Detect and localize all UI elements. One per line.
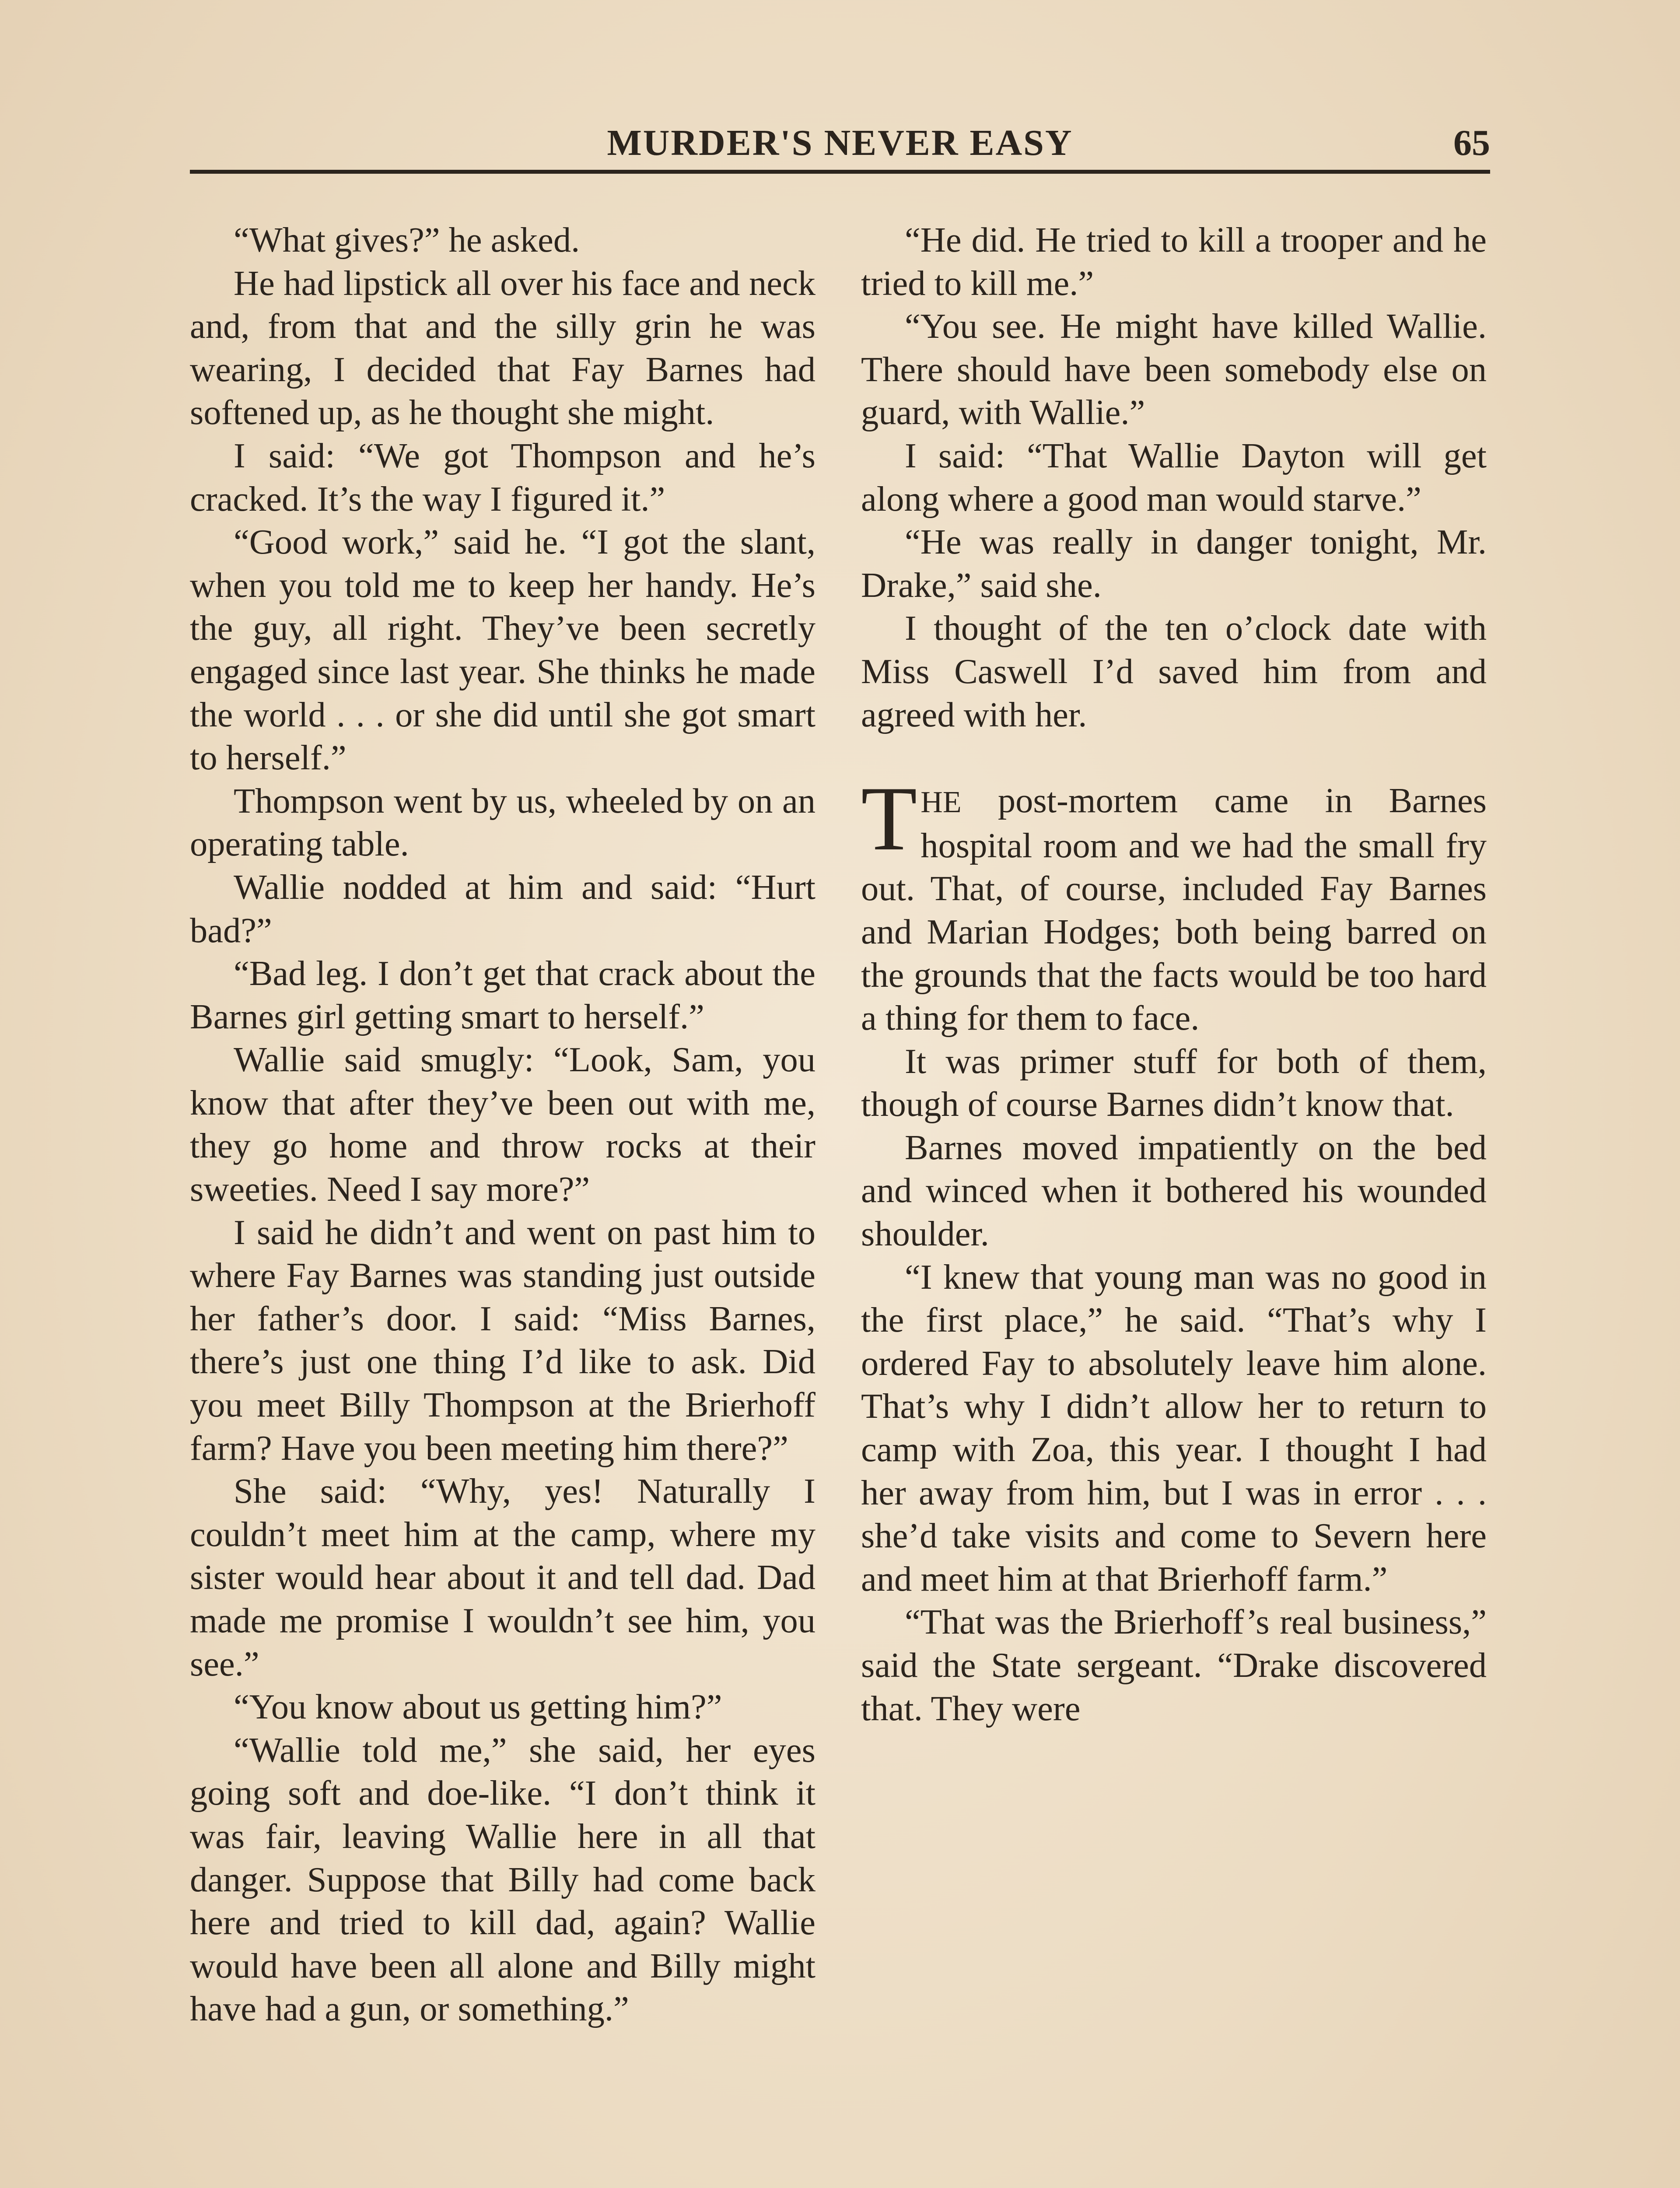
page-header <box>190 119 1490 167</box>
paragraph: “You know about us getting him?” <box>234 1687 722 1727</box>
paragraph: Barnes moved impatiently on the bed and winced when it bothered his wounded shoulder. <box>861 1128 1487 1254</box>
paragraph: “Wallie told me,” she said, her eyes going soft and doe-like. “I don’t think it was fair, leaving Wallie here in all that danger. Suppose that Billy had come back here and tried to kill dad, again? Wallie would have been all alone and Billy might have had a gun, or something.” <box>190 1730 816 2029</box>
paragraph: “I knew that young man was no good in the first place,” he said. “That’s why I ordered Fay to absolutely leave him alone. That’s why I didn’t allow her to return to camp with Zoa, this year. I thought I had her away from him, but I was in error . . . she’d take visits and come to Severn here and meet him at that Brierhoff farm.” <box>861 1257 1487 1599</box>
paragraph: “What gives?” he asked. <box>234 221 580 259</box>
paragraph: I said he didn’t and went on past him to where Fay Barnes was standing just outside her father’s door. I said: “Miss Barnes, there’s just one thing I’d like to ask. Did you meet Billy Thompson at the Brierhoff farm? Have you been meeting him there?” <box>190 1213 816 1468</box>
paragraph: “He was really in danger tonight, Mr. Drake,” said she. <box>861 522 1487 605</box>
paragraph: She said: “Why, yes! Naturally I couldn’t meet him at the camp, where my sister would hear about it and tell dad. Dad made me promise I wouldn’t see him, you see.” <box>190 1472 816 1683</box>
paragraph: I thought of the ten o’clock date with Miss Caswell I’d saved him from and agreed with her. <box>861 609 1487 734</box>
section-break <box>861 736 1487 779</box>
header-rule <box>190 170 1490 174</box>
paragraph: I said: “That Wallie Dayton will get along where a good man would starve.” <box>861 436 1487 519</box>
paragraph: It was primer stuff for both of them, though of course Barnes didn’t know that. <box>861 1041 1487 1124</box>
page-number: 65 <box>1453 123 1490 163</box>
paragraph: “You see. He might have killed Wallie. There should have been somebody else on guard, with Wallie.” <box>861 307 1487 432</box>
right-column <box>861 219 1487 1730</box>
lead-caps: HE <box>920 785 962 820</box>
paragraph: Wallie said smugly: “Look, Sam, you know that after they’ve been out with me, they go home and throw rocks at their sweeties. Need I say more?” <box>190 1040 816 1209</box>
paragraph: “Good work,” said he. “I got the slant, when you told me to keep her handy. He’s the guy, all right. They’ve been secretly engaged since last year. She thinks he made the world . . . or she did until she got smart to herself.” <box>190 522 816 778</box>
paragraph: “Bad leg. I don’t get that crack about the Barnes girl getting smart to herself.” <box>190 954 816 1036</box>
paragraph: Wallie nodded at him and said: “Hurt bad?” <box>190 867 816 950</box>
left-column <box>190 219 816 2031</box>
running-title: MURDER'S NEVER EASY <box>607 123 1073 163</box>
paragraph: “That was the Brierhoff’s real business,” said the State sergeant. “Drake discovered that. They were <box>861 1602 1487 1728</box>
drop-cap: T <box>861 768 917 870</box>
paragraph: Thompson went by us, wheeled by on an operating table. <box>190 781 816 864</box>
paragraph: I said: “We got Thompson and he’s cracked. It’s the way I figured it.” <box>190 436 816 519</box>
paragraph-text: post-mortem came in Barnes hospital room and we had the small fry out. That, of course, included Fay Barnes and Marian Hodges; both being barred on the grounds that the facts would be too hard a thing for them to face. <box>861 781 1487 1038</box>
paragraph: He had lipstick all over his face and neck and, from that and the silly grin he was wearing, I decided that Fay Barnes had softened up, as he thought she might. <box>190 263 816 432</box>
section-opening-paragraph <box>861 768 1487 1040</box>
paragraph: “He did. He tried to kill a trooper and he tried to kill me.” <box>861 221 1487 303</box>
